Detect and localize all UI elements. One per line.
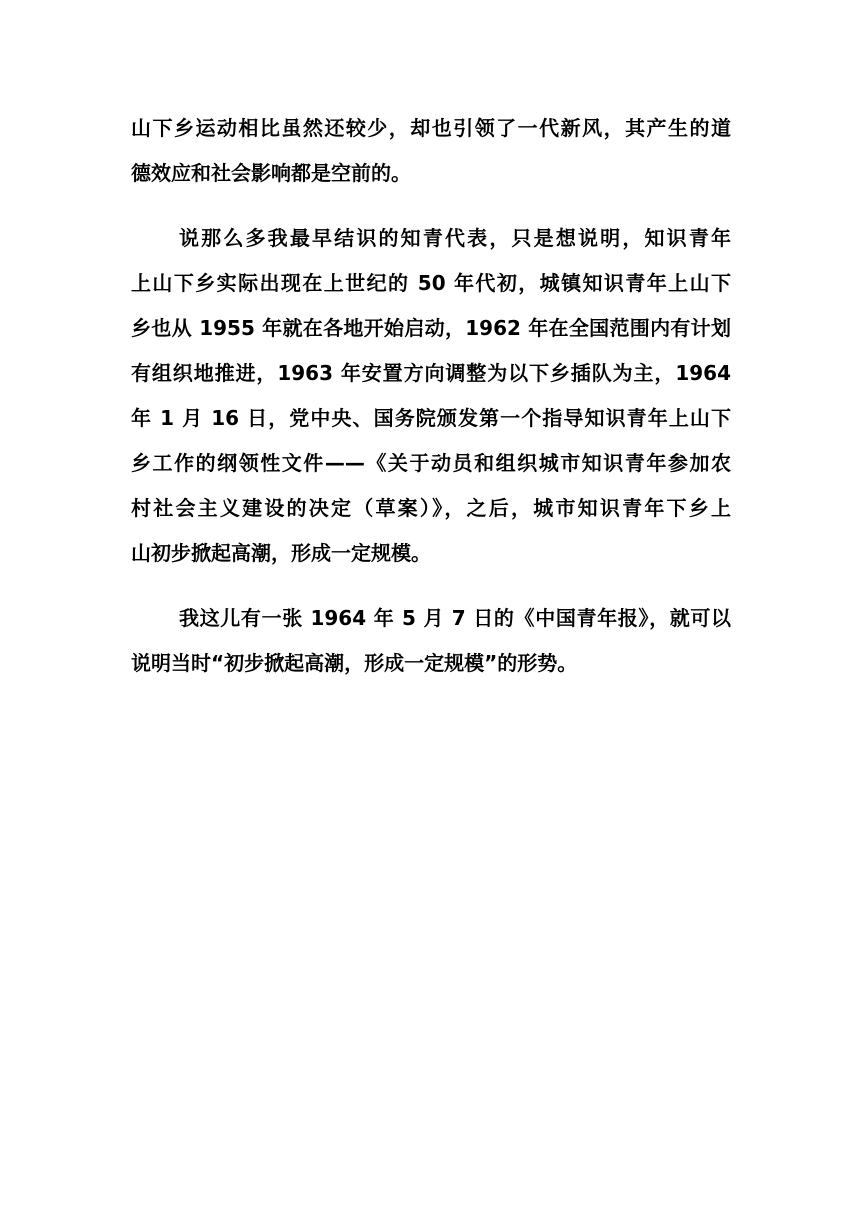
paragraph-1-line-1: 山下乡运动相比虽然还较少，却也引领了一代新风，其产生的道 bbox=[131, 116, 731, 140]
paragraph-2-line-5: 年 1 月 16 日，党中央、国务院颁发第一个指导知识青年上山下 bbox=[131, 406, 731, 430]
paragraph-2-line-4: 有组织地推进，1963 年安置方向调整为以下乡插队为主，1964 bbox=[131, 361, 731, 385]
paragraph-2-line-7: 村社会主义建设的决定（草案）》，之后，城市知识青年下乡上 bbox=[131, 496, 731, 520]
paragraph-2-line-8: 山初步掀起高潮，形成一定规模。 bbox=[131, 541, 431, 565]
paragraph-3-line-2: 说明当时“初步掀起高潮，形成一定规模”的形势。 bbox=[131, 651, 578, 675]
paragraph-2-line-1: 说那么多我最早结识的知青代表，只是想说明，知识青年 bbox=[179, 226, 731, 250]
paragraph-2-line-3: 乡也从 1955 年就在各地开始启动，1962 年在全国范围内有计划 bbox=[131, 316, 731, 340]
paragraph-2-line-2: 上山下乡实际出现在上世纪的 50 年代初，城镇知识青年上山下 bbox=[131, 271, 731, 295]
paragraph-2-line-6: 乡工作的纲领性文件——《关于动员和组织城市知识青年参加农 bbox=[131, 451, 731, 475]
paragraph-1-line-2: 德效应和社会影响都是空前的。 bbox=[131, 161, 411, 185]
paragraph-3-line-1: 我这儿有一张 1964 年 5 月 7 日的《中国青年报》，就可以 bbox=[179, 606, 731, 630]
